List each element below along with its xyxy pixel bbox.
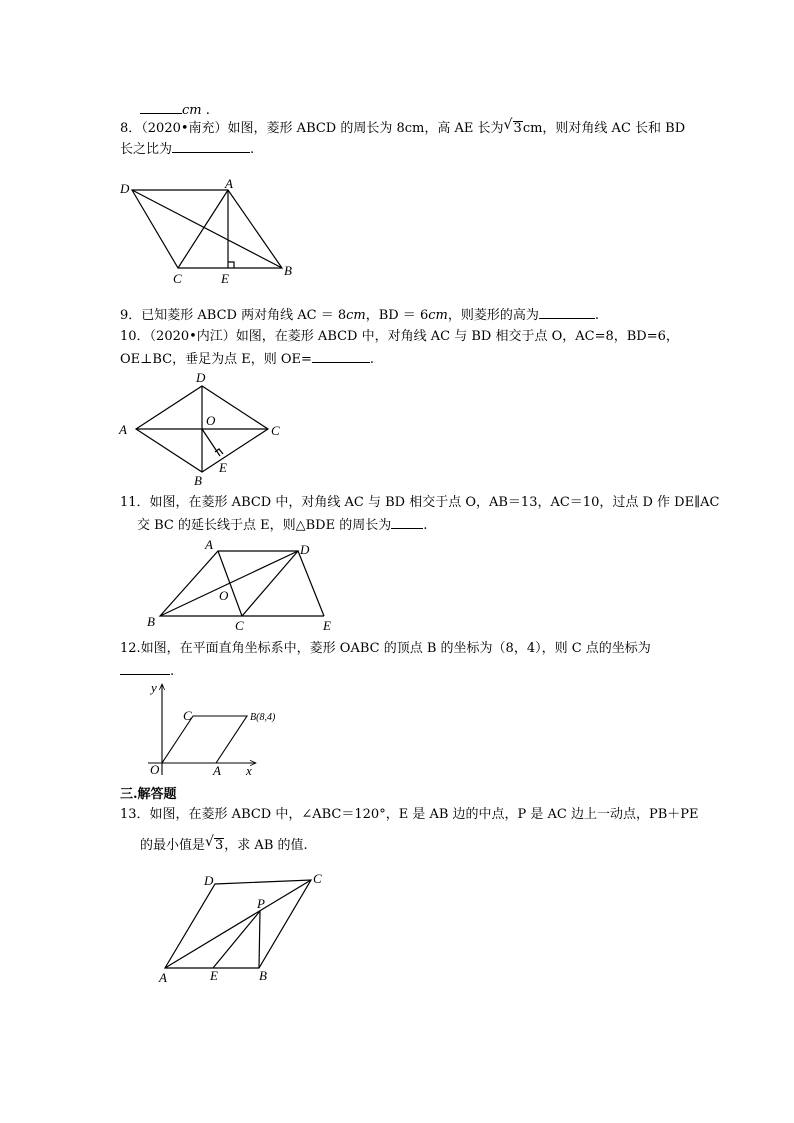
unit: cm: [182, 103, 202, 118]
diagonal-ac: [178, 190, 228, 268]
q8-line2: 长之比为 .: [120, 142, 255, 157]
point-label: A: [119, 422, 127, 437]
point-label: D: [196, 370, 206, 385]
segment-de: [298, 551, 324, 616]
rhombus-oabc: [162, 716, 247, 763]
q12-figure: [140, 680, 276, 780]
question-text: 9．已知菱形 ABCD 两对角线 AC ＝ 8: [120, 308, 347, 323]
q10-line1: 10．（2020•内江）如图，在菱形 ABCD 中，对角线 AC 与 BD 相交于点 O，AC=8，BD=6，: [120, 329, 679, 344]
question-number: 8．: [120, 121, 142, 136]
question-text: ，BD ＝ 6: [365, 308, 429, 323]
point-label: A: [159, 970, 167, 985]
answer-blank: [391, 516, 423, 529]
point-label: O: [206, 413, 216, 428]
sqrt-expression: √ 3: [503, 117, 522, 136]
answer-blank: [172, 140, 250, 153]
q12-line1: 12.如图，在平面直角坐标系中，菱形 OABC 的顶点 B 的坐标为（8，4），则 C 点的坐标为: [120, 641, 651, 656]
q8-line1: [120, 117, 686, 137]
point-label: D: [204, 873, 214, 888]
axis-label: y: [151, 680, 157, 695]
question-source: （2020•南充）: [141, 121, 228, 136]
point-label: D: [120, 181, 130, 196]
point-label: A: [225, 176, 233, 191]
sqrt-expression: √ 3: [205, 834, 224, 853]
answer-blank: [539, 306, 595, 319]
diagonal-bd: [160, 551, 298, 616]
q12-line2: .: [120, 662, 174, 680]
q13-line2: [140, 834, 308, 854]
point-label: O: [150, 762, 160, 777]
q10-figure: [116, 368, 296, 488]
point-label: P: [257, 896, 265, 911]
point-label: C: [271, 423, 280, 438]
point-label: B: [259, 968, 267, 983]
q7-answer-line: cm .: [140, 101, 210, 119]
point-label: B(8,4): [250, 712, 276, 723]
question-text: ，求 AB 的值.: [224, 838, 308, 853]
section-title: 三.解答题: [120, 787, 177, 802]
question-text: 交 BC 的延长线于点 E，则△BDE 的周长为: [137, 518, 392, 533]
diagonal-ac: [165, 880, 311, 968]
point-label: B: [147, 614, 155, 629]
q11-figure: [142, 537, 342, 637]
question-text: ，则菱形的高为: [447, 308, 539, 323]
question-text: 长之比为: [120, 142, 173, 157]
point-label: B: [194, 473, 202, 488]
right-angle-mark: [228, 262, 234, 268]
question-text: cm，则对角线 AC 长和 BD: [522, 121, 686, 136]
unit: cm: [428, 308, 448, 323]
point-label: A: [205, 537, 213, 552]
point-label: C: [173, 271, 182, 286]
question-text: OE⊥BC，垂足为点 E，则 OE=: [120, 352, 312, 367]
point-label: E: [221, 271, 229, 286]
point-label: C: [235, 618, 244, 633]
answer-blank: [140, 101, 182, 114]
answer-blank: [120, 662, 170, 675]
point-label: E: [323, 618, 331, 633]
q13-line1: 13．如图，在菱形 ABCD 中，∠ABC＝120°，E 是 AB 边的中点，P 是 AC 边上一动点，PB＋PE: [120, 807, 699, 822]
unit: cm: [346, 308, 366, 323]
q11-line1: 11．如图，在菱形 ABCD 中，对角线 AC 与 BD 相交于点 O，AB＝13，AC＝10，过点 D 作 DE∥AC: [120, 495, 720, 510]
q8-figure: [110, 176, 310, 286]
point-label: B: [284, 263, 292, 278]
point-label: D: [300, 542, 310, 557]
point-label: O: [219, 588, 229, 603]
point-label: E: [210, 968, 218, 983]
point-label: E: [219, 460, 227, 475]
q11-line2: 交 BC 的延长线于点 E，则△BDE 的周长为 .: [137, 518, 428, 533]
q13-figure: [155, 870, 340, 990]
question-text: 如图，菱形 ABCD 的周长为 8cm，高 AE 长为: [227, 121, 504, 136]
segment-oe: [202, 429, 220, 456]
question-text: 的最小值是: [140, 838, 206, 853]
axis-label: x: [246, 763, 252, 778]
segment-pb: [259, 911, 260, 968]
segment-pe: [213, 911, 260, 968]
q10-line2: OE⊥BC，垂足为点 E，则 OE= .: [120, 352, 375, 367]
point-label: C: [313, 871, 322, 886]
q9-line: 9．已知菱形 ABCD 两对角线 AC ＝ 8cm，BD ＝ 6cm，则菱形的高为 .: [120, 308, 599, 323]
answer-blank: [312, 350, 370, 363]
point-label: A: [213, 763, 221, 778]
point-label: C: [183, 708, 192, 723]
